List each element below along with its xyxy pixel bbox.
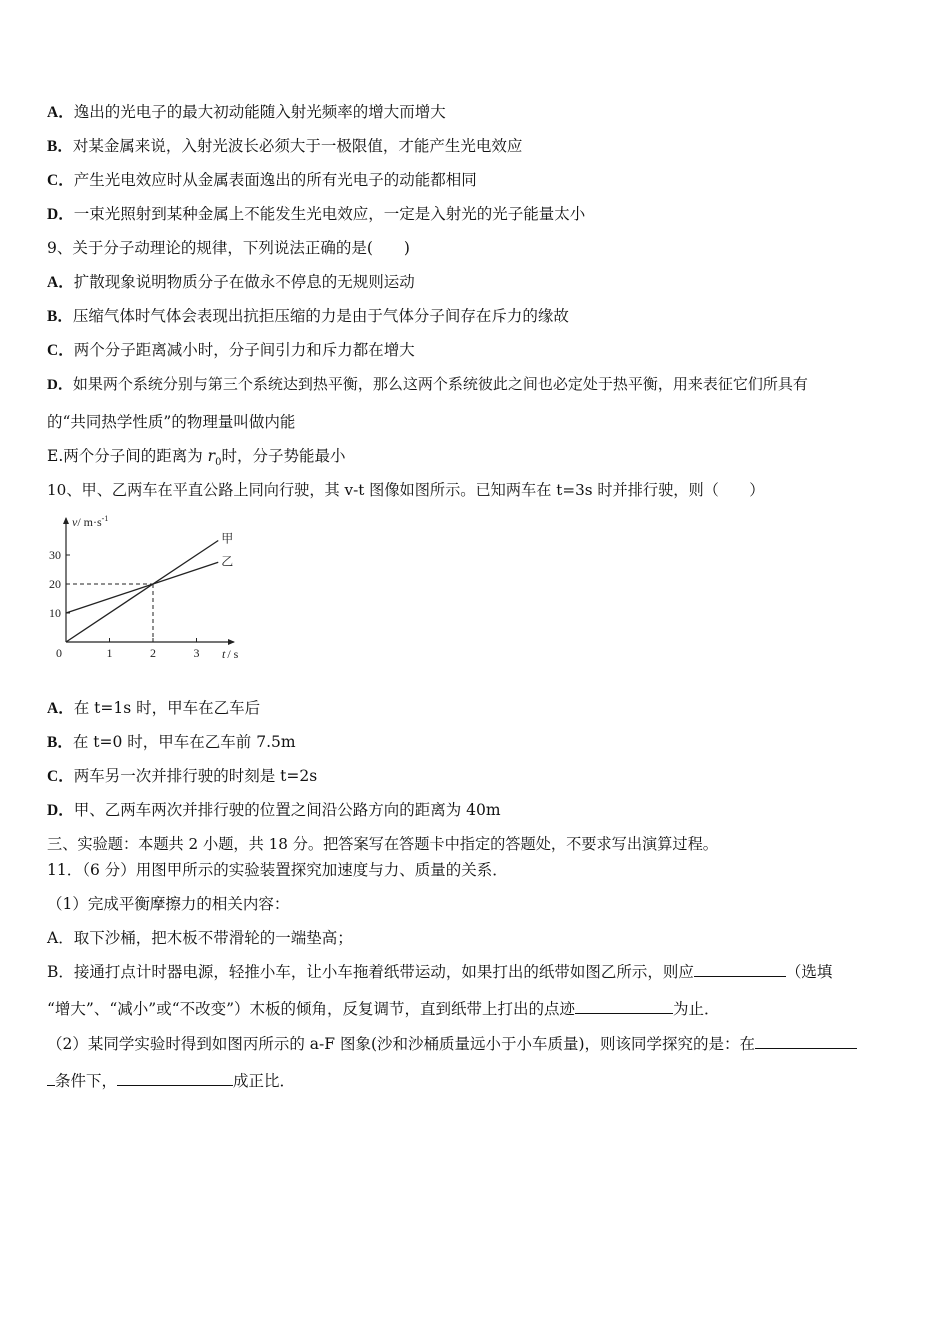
q11-part1: （1）完成平衡摩擦力的相关内容： bbox=[47, 895, 290, 913]
option-e-suffix: 时，分子势能最小 bbox=[221, 447, 346, 465]
option-text: 对某金属来说，入射光波长必须大于一极限值，才能产生光电效应 bbox=[72, 137, 523, 155]
origin-label: 0 bbox=[56, 646, 62, 660]
step-b-end: 为止． bbox=[673, 1000, 720, 1018]
y-tick-label: 10 bbox=[49, 606, 61, 620]
answer-blank[interactable] bbox=[47, 1071, 55, 1086]
option-text: 在 t=0 时，甲车在乙车前 7.5m bbox=[72, 733, 296, 751]
option-text: 产生光电效应时从金属表面逸出的所有光电子的动能都相同 bbox=[73, 171, 477, 189]
q9-option-c bbox=[47, 340, 415, 361]
option-letter: A． bbox=[47, 104, 74, 121]
option-text: 两个分子距离减小时，分子间引力和斥力都在增大 bbox=[73, 341, 415, 359]
q9-stem: 9、关于分子动理论的规律，下列说法正确的是( ) bbox=[47, 239, 410, 257]
q9-option-b bbox=[47, 306, 569, 327]
q11-part2-line2 bbox=[47, 1071, 295, 1091]
q9-option-e bbox=[47, 446, 345, 473]
option-text: 两车另一次并排行驶的时刻是 t=2s bbox=[73, 767, 318, 785]
y-tick-label: 20 bbox=[49, 577, 61, 591]
x-tick-label: 3 bbox=[193, 646, 200, 660]
q10-option-b bbox=[47, 732, 296, 753]
q11-stem: 11．（6 分）用图甲所示的实验装置探究加速度与力、质量的关系． bbox=[47, 861, 508, 879]
q11-step-b-line2 bbox=[47, 999, 720, 1019]
series-label: 乙 bbox=[221, 554, 234, 569]
option-letter: B． bbox=[47, 138, 73, 155]
q9-option-d bbox=[47, 374, 808, 395]
option-text: 扩散现象说明物质分子在做永不停息的无规则运动 bbox=[73, 273, 415, 291]
q11-step-b-line1 bbox=[47, 962, 832, 982]
q11-part2-line1 bbox=[47, 1034, 857, 1054]
section-heading: 三、实验题：本题共 2 小题，共 18 分。把答案写在答题卡中指定的答题处，不要求写出演算过程。 bbox=[47, 835, 718, 853]
step-b-choice: （选填 bbox=[785, 963, 833, 981]
option-text: 压缩气体时气体会表现出抗拒压缩的力是由于气体分子间存在斥力的缘故 bbox=[72, 307, 569, 325]
r-subscript: 0 bbox=[215, 457, 222, 469]
series-line bbox=[66, 541, 218, 643]
option-letter: D． bbox=[47, 206, 74, 223]
x-tick-label: 2 bbox=[150, 646, 156, 660]
option-text: 一束光照射到某种金属上不能发生光电效应，一定是入射光的光子能量太小 bbox=[73, 205, 586, 223]
option-letter: D． bbox=[47, 377, 73, 393]
r-variable: r bbox=[207, 447, 216, 465]
option-letter: D． bbox=[47, 802, 74, 819]
vt-graph bbox=[44, 512, 254, 664]
x-axis-label: t / s bbox=[222, 647, 239, 661]
y-tick-label: 30 bbox=[49, 548, 61, 562]
q11-step-a: A．取下沙桶，把木板不带滑轮的一端垫高； bbox=[47, 929, 353, 947]
option-letter: B． bbox=[47, 734, 73, 751]
y-axis-label: v/ $m\cdot s^{-1}$ bbox=[72, 514, 109, 529]
q8-option-b bbox=[47, 136, 522, 157]
q8-option-d bbox=[47, 204, 585, 225]
option-text: 逸出的光电子的最大初动能随入射光频率的增大而增大 bbox=[73, 103, 446, 121]
option-text: 甲、乙两车两次并排行驶的位置之间沿公路方向的距离为 40m bbox=[73, 801, 501, 819]
series-line bbox=[66, 562, 218, 613]
q10-option-d bbox=[47, 800, 501, 821]
q9-option-d-continued: 的“共同热学性质”的物理量叫做内能 bbox=[47, 413, 296, 431]
answer-blank[interactable] bbox=[755, 1034, 857, 1049]
answer-blank[interactable] bbox=[117, 1071, 233, 1086]
q10-option-a bbox=[47, 698, 260, 719]
q8-option-a bbox=[47, 102, 446, 123]
q8-option-c bbox=[47, 170, 477, 191]
option-letter: A． bbox=[47, 700, 74, 717]
series-label: 甲 bbox=[221, 531, 234, 546]
q10-option-c bbox=[47, 766, 317, 787]
step-b-options: “增大”、“减小”或“不改变”）木板的倾角，反复调节，直到纸带上打出的点迹 bbox=[47, 1000, 576, 1018]
answer-blank[interactable] bbox=[694, 962, 786, 977]
answer-blank[interactable] bbox=[575, 999, 673, 1014]
q9-option-a bbox=[47, 272, 415, 293]
step-b-text: B．接通打点计时器电源，轻推小车，让小车拖着纸带运动，如果打出的纸带如图乙所示，则应 bbox=[47, 963, 694, 981]
option-letter: C． bbox=[47, 172, 74, 189]
option-letter: C． bbox=[47, 768, 74, 785]
q10-stem: 10、甲、乙两车在平直公路上同向行驶，其 v-t 图像如图所示。已知两车在 t=3s 时并排行驶，则（ ） bbox=[47, 481, 765, 499]
x-tick-label: 1 bbox=[106, 646, 113, 660]
option-letter: C． bbox=[47, 342, 74, 359]
part2-condition: 条件下， bbox=[55, 1072, 118, 1090]
option-letter: B． bbox=[47, 308, 73, 325]
part2-text: （2）某同学实验时得到如图丙所示的 a-F 图象(沙和沙桶质量远小于小车质量)，则该同学探究的是：在 bbox=[47, 1035, 756, 1053]
option-text: 在 t=1s 时，甲车在乙车后 bbox=[73, 699, 261, 717]
option-e-prefix: E.两个分子间的距离为 bbox=[47, 447, 208, 465]
option-text: 如果两个系统分别与第三个系统达到热平衡，那么这两个系统彼此之间也必定处于热平衡，用来表征它们所具有 bbox=[72, 375, 808, 393]
part2-end: 成正比． bbox=[233, 1072, 296, 1090]
option-letter: A． bbox=[47, 274, 74, 291]
